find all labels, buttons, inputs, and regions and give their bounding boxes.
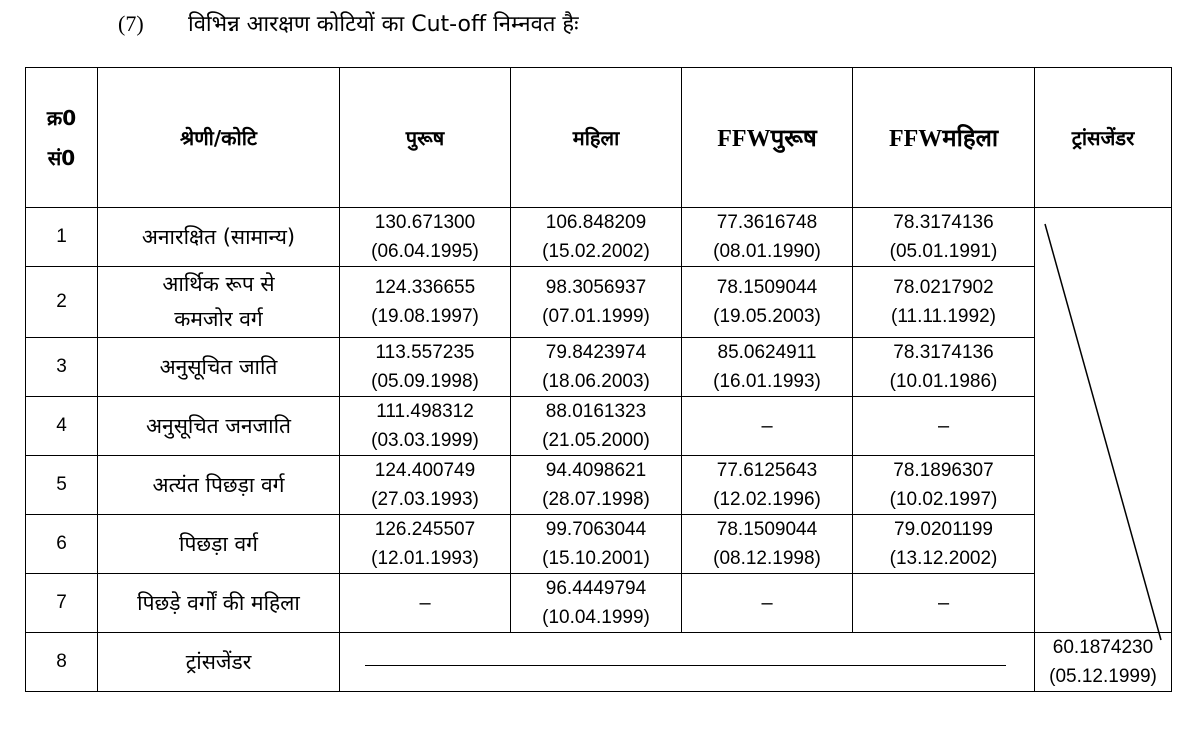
male-cell: 126.245507 (12.01.1993) xyxy=(340,515,511,574)
category-cell: ट्रांसजेंडर xyxy=(98,633,340,692)
section-title: विभिन्न आरक्षण कोटियों का Cut-off निम्नवत हैः xyxy=(188,12,579,37)
table-row xyxy=(26,397,1172,456)
transgender-cell: 60.1874230 (05.12.1999) xyxy=(1035,633,1172,692)
table-row xyxy=(26,456,1172,515)
table-header-row xyxy=(26,68,1172,208)
category-cell: आर्थिक रूप से कमजोर वर्ग xyxy=(98,267,340,338)
ffw-male-cell: – xyxy=(682,397,853,456)
male-cell: – xyxy=(340,574,511,633)
female-cell: 94.4098621 (28.07.1998) xyxy=(511,456,682,515)
ffw-female-cell: 78.0217902 (11.11.1992) xyxy=(853,267,1035,338)
table-row xyxy=(26,338,1172,397)
ffw-male-cell: 78.1509044 (19.05.2003) xyxy=(682,267,853,338)
category-cell: पिछड़े वर्गों की महिला xyxy=(98,574,340,633)
header-female: महिला xyxy=(511,68,682,208)
ffw-female-cell: 79.0201199 (13.12.2002) xyxy=(853,515,1035,574)
table-row xyxy=(26,515,1172,574)
ffw-female-cell: – xyxy=(853,397,1035,456)
female-cell: 106.848209 (15.02.2002) xyxy=(511,208,682,267)
ffw-female-cell: – xyxy=(853,574,1035,633)
male-cell: 130.671300 (06.04.1995) xyxy=(340,208,511,267)
female-cell: 99.7063044 (15.10.2001) xyxy=(511,515,682,574)
category-cell: पिछड़ा वर्ग xyxy=(98,515,340,574)
ffw-male-cell: 85.0624911 (16.01.1993) xyxy=(682,338,853,397)
header-ffw-male: FFWपुरूष xyxy=(682,68,853,208)
female-cell: 88.0161323 (21.05.2000) xyxy=(511,397,682,456)
table-row xyxy=(26,267,1172,338)
horizontal-strike-line xyxy=(365,665,1006,666)
serial-cell: 8 xyxy=(26,633,98,692)
table-row xyxy=(26,633,1172,692)
male-cell: 124.400749 (27.03.1993) xyxy=(340,456,511,515)
table-row xyxy=(26,574,1172,633)
category-cell: अत्यंत पिछड़ा वर्ग xyxy=(98,456,340,515)
ffw-female-cell: 78.1896307 (10.02.1997) xyxy=(853,456,1035,515)
section-number: (7) xyxy=(118,11,144,36)
section-heading xyxy=(118,8,579,38)
header-transgender: ट्रांसजेंडर xyxy=(1035,68,1172,208)
ffw-male-cell: 77.6125643 (12.02.1996) xyxy=(682,456,853,515)
category-cell: अनारक्षित (सामान्य) xyxy=(98,208,340,267)
serial-cell: 6 xyxy=(26,515,98,574)
transgender-na-cell xyxy=(1035,208,1172,633)
header-ffw-female: FFWमहिला xyxy=(853,68,1035,208)
header-male: पुरूष xyxy=(340,68,511,208)
ffw-male-cell: 77.3616748 (08.01.1990) xyxy=(682,208,853,267)
diagonal-strike-line xyxy=(1035,208,1172,644)
cutoff-table xyxy=(25,67,1172,692)
serial-cell: 7 xyxy=(26,574,98,633)
header-serial: क्र0 सं0 xyxy=(26,68,98,208)
ffw-male-cell: 78.1509044 (08.12.1998) xyxy=(682,515,853,574)
serial-cell: 5 xyxy=(26,456,98,515)
ffw-female-cell: 78.3174136 (10.01.1986) xyxy=(853,338,1035,397)
serial-cell: 4 xyxy=(26,397,98,456)
male-cell: 113.557235 (05.09.1998) xyxy=(340,338,511,397)
table-row xyxy=(26,208,1172,267)
not-applicable-merged-cell xyxy=(340,633,1035,692)
serial-cell: 3 xyxy=(26,338,98,397)
female-cell: 98.3056937 (07.01.1999) xyxy=(511,267,682,338)
serial-cell: 2 xyxy=(26,267,98,338)
female-cell: 79.8423974 (18.06.2003) xyxy=(511,338,682,397)
male-cell: 111.498312 (03.03.1999) xyxy=(340,397,511,456)
ffw-male-cell: – xyxy=(682,574,853,633)
serial-cell: 1 xyxy=(26,208,98,267)
category-cell: अनुसूचित जनजाति xyxy=(98,397,340,456)
ffw-female-cell: 78.3174136 (05.01.1991) xyxy=(853,208,1035,267)
header-category: श्रेणी/कोटि xyxy=(98,68,340,208)
female-cell: 96.4449794 (10.04.1999) xyxy=(511,574,682,633)
male-cell: 124.336655 (19.08.1997) xyxy=(340,267,511,338)
category-cell: अनुसूचित जाति xyxy=(98,338,340,397)
